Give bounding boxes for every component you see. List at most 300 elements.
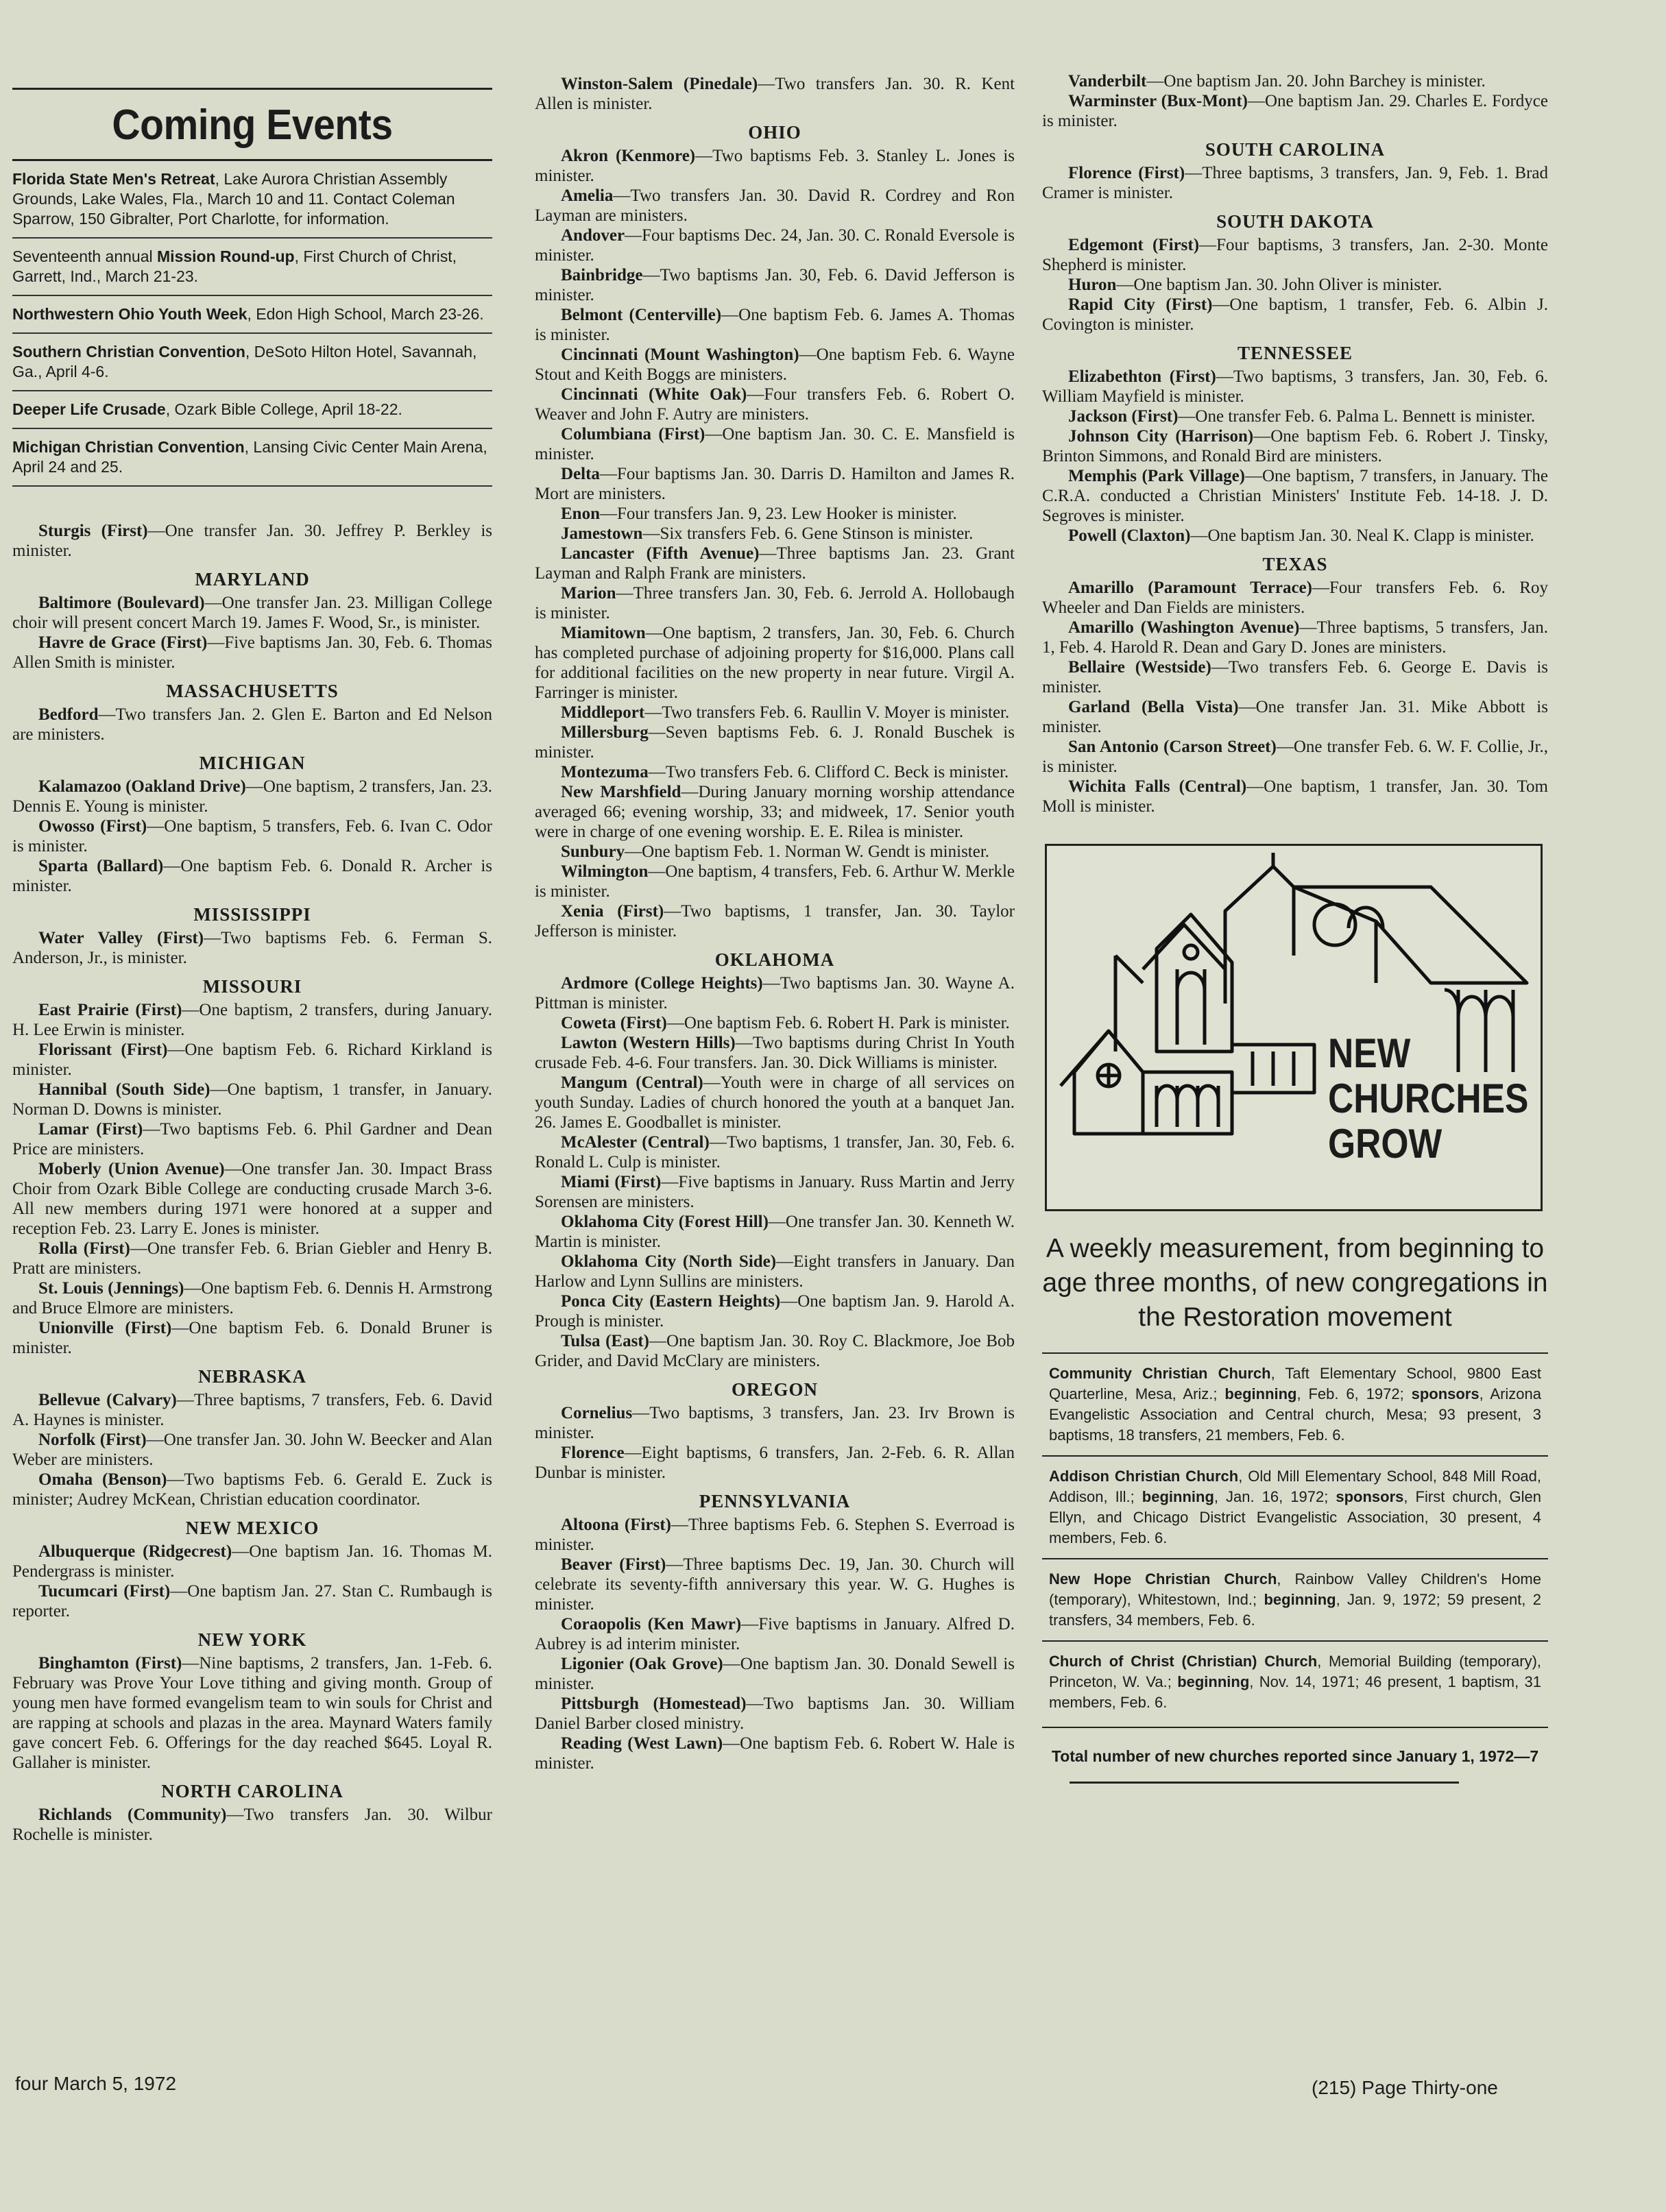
church-name: San Antonio (Carson Street) [1068, 738, 1277, 756]
event-details: , First Church of Christ, Garrett, Ind., March 21-23. [12, 247, 457, 285]
event-item [12, 239, 492, 296]
church-entry [535, 1073, 1015, 1132]
church-name: Sunbury [561, 842, 625, 861]
event-name: Florida State Men's Retreat [12, 170, 215, 188]
church-name: Huron [1068, 276, 1117, 294]
church-name: Unionville (First) [38, 1319, 172, 1337]
church-name: Binghamton (First) [38, 1654, 182, 1673]
event-item [12, 429, 492, 487]
church-name: Belmont (Centerville) [561, 306, 722, 324]
state-heading: SOUTH CAROLINA [1205, 139, 1386, 160]
new-church-label: Church of Christ (Christian) Church [1049, 1653, 1318, 1670]
church-name: Millersburg [561, 723, 649, 742]
state-heading: TEXAS [1262, 554, 1328, 574]
church-entry [12, 1390, 492, 1430]
church-name: Ligonier (Oak Grove) [561, 1655, 723, 1673]
church-report: —Five baptisms in January. Russ Martin and Jerry Sorensen are ministers. [535, 1173, 1015, 1211]
new-churches-grow-wordmark [1328, 1031, 1528, 1167]
church-name: Amarillo (Washington Avenue) [1068, 618, 1300, 637]
church-report: —Three baptisms Dec. 19, Jan. 30. Church will celebrate its seventy-fifth anniversary this year. W. G. Hughes is minister. [535, 1555, 1015, 1614]
church-report: —One baptism Feb. 6. Donald Bruner is minister. [12, 1319, 492, 1357]
church-report: —Two baptisms Feb. 6. Phil Gardner and Dean Price are ministers. [12, 1120, 492, 1158]
church-report: —One baptism Jan. 29. Charles E. Fordyce is minister. [1042, 92, 1548, 130]
church-entry [12, 705, 492, 744]
church-name: Marion [561, 584, 616, 603]
event-item [12, 161, 492, 239]
church-name: Lancaster (Fifth Avenue) [561, 544, 760, 563]
church-entry [12, 593, 492, 633]
column-left-entries [12, 521, 492, 1845]
church-entry [535, 1654, 1015, 1694]
church-entry [1042, 295, 1548, 335]
church-name: Altoona (First) [561, 1516, 671, 1534]
church-report: —One baptism, 4 transfers, Feb. 6. Arthur W. Merkle is minister. [535, 862, 1015, 901]
church-entry [535, 1132, 1015, 1172]
church-entry [12, 1278, 492, 1318]
event-item [12, 334, 492, 391]
footer-right: (215) Page Thirty-one [1312, 2077, 1498, 2098]
church-entry [12, 1318, 492, 1358]
column-middle-entries [535, 74, 1015, 1773]
logo-line-new: NEW [1328, 1030, 1411, 1076]
new-church-text: , Jan. 9, 1972; 59 present, 2 transfers, 34 members, Feb. 6. [1049, 1591, 1541, 1629]
coming-events-list [12, 161, 492, 487]
church-name: Bainbridge [561, 266, 643, 284]
church-report: —One transfer Jan. 30. John W. Beecker and Alan Weber are ministers. [12, 1431, 492, 1469]
church-entry [1042, 91, 1548, 131]
church-report: —Two baptisms, 3 transfers, Jan. 23. Irv Brown is minister. [535, 1404, 1015, 1442]
event-item [12, 391, 492, 429]
church-report: —Two baptisms during Christ In Youth crusade Feb. 4-6. Four transfers. Jan. 30. Dick Williams is minister. [535, 1034, 1015, 1072]
church-name: Bellevue (Calvary) [38, 1391, 177, 1409]
state-heading: OREGON [731, 1379, 818, 1400]
church-entry [12, 1159, 492, 1239]
church-entry [1042, 163, 1548, 203]
event-name: Northwestern Ohio Youth Week [12, 305, 248, 323]
new-church-label: beginning [1177, 1673, 1250, 1690]
church-name: Bedford [38, 705, 99, 724]
church-name: Cincinnati (Mount Washington) [561, 345, 799, 364]
new-church-item [1042, 1352, 1548, 1455]
church-name: Enon [561, 505, 600, 523]
church-entry [12, 856, 492, 896]
church-report: —One transfer Jan. 31. Mike Abbott is minister. [1042, 698, 1548, 736]
church-name: Havre de Grace (First) [38, 633, 208, 652]
church-entry [535, 901, 1015, 941]
church-name: Wichita Falls (Central) [1068, 777, 1247, 796]
church-report: —One baptism Jan. 27. Stan C. Rumbaugh is reporter. [12, 1582, 492, 1620]
church-name: Edgemont (First) [1068, 236, 1200, 254]
church-name: Delta [561, 465, 600, 483]
church-report: —One baptism Feb. 6. Robert J. Tinsky, Brinton Simmons, and Ronald Bird are ministers. [1042, 427, 1548, 465]
church-report: —One transfer Feb. 6. Palma L. Bennett is minister. [1178, 407, 1536, 426]
church-report: —One transfer Feb. 6. Brian Giebler and Henry B. Pratt are ministers. [12, 1239, 493, 1278]
church-report: —Eight baptisms, 6 transfers, Jan. 2-Feb. 6. R. Allan Dunbar is minister. [535, 1444, 1015, 1482]
church-entry [535, 762, 1015, 782]
church-report: —One baptism Jan. 30. Donald Sewell is minister. [535, 1655, 1015, 1693]
church-name: Montezuma [561, 763, 649, 781]
new-church-text: , Arizona Evangelistic Association and Central church, Mesa; 93 present, 3 baptisms, 18 transfers, 21 members, Feb. 6. [1049, 1385, 1541, 1444]
church-entry [535, 623, 1015, 703]
new-church-text: , Taft Elementary School, 9800 East Quarterline, Mesa, Ariz.; [1049, 1365, 1541, 1402]
church-entry [535, 345, 1015, 385]
column-right [1042, 0, 1548, 1784]
event-details: , Ozark Bible College, April 18-22. [165, 400, 402, 418]
new-church-text: , Old Mill Elementary School, 848 Mill Road, Addison, Ill.; [1049, 1468, 1542, 1505]
church-name: Oklahoma City (North Side) [561, 1252, 777, 1271]
church-name: Kalamazoo (Oakland Drive) [38, 777, 246, 796]
event-prefix: Seventeenth annual [12, 247, 158, 265]
church-entry [535, 862, 1015, 901]
church-entry [12, 816, 492, 856]
church-name: Cincinnati (White Oak) [561, 385, 747, 404]
church-report: —Two baptisms Feb. 6. Gerald E. Zuck is minister; Audrey McKean, Christian education coordinator. [12, 1470, 492, 1509]
church-entry [535, 1515, 1015, 1555]
church-name: Vanderbilt [1068, 72, 1147, 90]
church-entry [535, 146, 1015, 186]
church-name: Baltimore (Boulevard) [38, 594, 205, 612]
church-entry [535, 722, 1015, 762]
state-heading: OHIO [748, 122, 801, 143]
event-details: , Lake Aurora Christian Assembly Grounds, Lake Wales, Fla., March 10 and 11. Contact Coleman Sparrow, 150 Gibralter, Port Charlotte, for information. [12, 170, 455, 228]
church-entry [535, 1033, 1015, 1073]
church-name: Florence [561, 1444, 625, 1462]
church-entry [1042, 697, 1548, 737]
state-heading: MARYLAND [195, 569, 310, 590]
church-report: —Two transfers Jan. 30. David R. Cordrey and Ron Layman are ministers. [535, 186, 1015, 225]
church-entry [535, 1331, 1015, 1371]
church-report: —Three transfers Jan. 30, Feb. 6. Jerrold A. Hollobaugh is minister. [535, 584, 1015, 622]
church-report: —One baptism Jan. 9. Harold A. Prough is minister. [535, 1292, 1015, 1330]
state-heading: OKLAHOMA [714, 949, 835, 970]
new-churches-list [1042, 1352, 1548, 1723]
church-entry [535, 782, 1015, 842]
church-entry [12, 1239, 492, 1278]
church-report: —Four baptisms, 3 transfers, Jan. 2-30. Monte Shepherd is minister. [1042, 236, 1548, 274]
church-report: —Two baptisms Jan. 30. William Daniel Barber closed ministry. [535, 1694, 1015, 1733]
church-report: —One baptism, 2 transfers, Jan. 30, Feb. 6. Church has completed purchase of adjoining property for $16,000. Plans call for additional facilities on the new property in near future. Virgil A. Farringer is minister. [535, 624, 1015, 702]
church-name: Owosso (First) [38, 817, 147, 836]
church-report: —Two transfers Jan. 30. Wilbur Rochelle is minister. [12, 1806, 492, 1844]
new-church-item [1042, 1558, 1548, 1640]
state-heading: MICHIGAN [199, 753, 306, 773]
state-heading: PENNSYLVANIA [699, 1491, 851, 1511]
church-name: Akron (Kenmore) [561, 147, 696, 165]
church-report: —Five baptisms in January. Alfred D. Aubrey is ad interim minister. [535, 1615, 1015, 1653]
church-report: —Eight transfers in January. Dan Harlow and Lynn Sullins are ministers. [535, 1252, 1015, 1291]
church-report: —Two transfers Jan. 2. Glen E. Barton and Ed Nelson are ministers. [12, 705, 492, 744]
church-name: Moberly (Union Avenue) [38, 1160, 225, 1178]
church-name: Rapid City (First) [1068, 295, 1213, 314]
church-entry [535, 1252, 1015, 1291]
church-name: Beaver (First) [561, 1555, 666, 1574]
church-entry [12, 1000, 492, 1040]
church-report: —One baptism, 1 transfer, Jan. 30. Tom Moll is minister. [1042, 777, 1548, 816]
church-name: Amelia [561, 186, 614, 205]
church-entry [535, 1291, 1015, 1331]
church-report: —Two transfers Jan. 30. R. Kent Allen is minister. [535, 75, 1015, 113]
church-report: —One baptism Jan. 30. Roy C. Blackmore, Joe Bob Grider, and David McClary are ministers. [535, 1332, 1015, 1370]
church-name: Norfolk (First) [38, 1431, 147, 1449]
church-report: —Five baptisms Jan. 30, Feb. 6. Thomas Allen Smith is minister. [12, 633, 492, 672]
church-name: Wilmington [561, 862, 649, 881]
church-name: Johnson City (Harrison) [1068, 427, 1254, 446]
event-name: Southern Christian Convention [12, 343, 245, 361]
church-entry [1042, 737, 1548, 777]
top-rule [12, 88, 492, 90]
church-name: Rolla (First) [38, 1239, 130, 1258]
church-name: Miamitown [561, 624, 646, 642]
church-name: Winston-Salem (Pinedale) [561, 75, 758, 93]
church-report: —Two baptisms, 1 transfer, Jan. 30, Feb. 6. Ronald L. Culp is minister. [535, 1133, 1015, 1171]
church-entry [535, 1443, 1015, 1483]
church-report: —Two baptisms Feb. 6. Ferman S. Anderson, Jr., is minister. [12, 929, 492, 967]
church-name: Warminster (Bux-Mont) [1068, 92, 1248, 110]
event-details: , Lansing Civic Center Main Arena, April 24 and 25. [12, 438, 487, 476]
church-report: —One baptism Jan. 30. John Oliver is minister. [1116, 276, 1442, 294]
church-name: East Prairie (First) [38, 1001, 182, 1019]
church-report: —One transfer Feb. 6. W. F. Collie, Jr., is minister. [1042, 738, 1549, 776]
state-heading: NEBRASKA [197, 1366, 307, 1387]
church-entry [535, 74, 1015, 114]
footer-left: four March 5, 1972 [15, 2073, 177, 2094]
church-name: Oklahoma City (Forest Hill) [561, 1213, 769, 1231]
church-name: Tulsa (East) [561, 1332, 649, 1350]
new-church-text: , Feb. 6, 1972; [1296, 1385, 1412, 1402]
church-entry [1042, 777, 1548, 816]
church-name: New Marshfield [561, 783, 681, 801]
church-entry [1042, 578, 1548, 618]
church-report: —One baptism Jan. 20. John Barchey is minister. [1146, 72, 1486, 90]
church-report: —One baptism, 1 transfer, Feb. 6. Albin J. Covington is minister. [1042, 295, 1548, 334]
church-name: Garland (Bella Vista) [1068, 698, 1239, 716]
church-entry [535, 583, 1015, 623]
church-report: —During January morning worship attendance averaged 66; evening worship, 33; and midweek, 17. Senior youth were in charge of one evening worship. E. E. Rilea is minister. [535, 783, 1015, 841]
church-name: Tucumcari (First) [38, 1582, 171, 1601]
church-report: —One baptism Jan. 30. C. E. Mansfield is minister. [535, 425, 1015, 463]
church-report: —One baptism, 2 transfers, during January. H. Lee Erwin is minister. [12, 1001, 492, 1039]
state-heading: NORTH CAROLINA [161, 1781, 343, 1801]
church-report: —Youth were in charge of all services on youth Sunday. Ladies of church honored the youth at a banquet Jan. 26. James E. Goodballet is minister. [535, 1073, 1015, 1132]
church-entry [12, 1080, 492, 1119]
new-church-label: Addison Christian Church [1049, 1468, 1239, 1485]
church-report: —Three baptisms Feb. 6. Stephen S. Everroad is minister. [535, 1516, 1015, 1554]
church-entry [1042, 275, 1548, 295]
church-entry [1042, 426, 1548, 466]
church-name: Richlands (Community) [38, 1806, 227, 1824]
church-name: Pittsburgh (Homestead) [561, 1694, 747, 1713]
church-entry [535, 464, 1015, 504]
church-entry [12, 1805, 492, 1845]
church-name: Ponca City (Eastern Heights) [561, 1292, 781, 1311]
church-entry [12, 1470, 492, 1509]
church-entry [12, 1653, 492, 1773]
church-entry [535, 265, 1015, 305]
new-churches-caption: A weekly measurement, from beginning to age three months, of new congregations in the Restoration movement [1042, 1234, 1548, 1332]
church-report: —Three baptisms, 7 transfers, Feb. 6. David A. Haynes is minister. [12, 1391, 492, 1429]
church-name: Water Valley (First) [38, 929, 204, 947]
church-name: Coraopolis (Ken Mawr) [561, 1615, 742, 1633]
church-report: —One baptism Feb. 1. Norman W. Gendt is minister. [625, 842, 990, 861]
church-entry [535, 703, 1015, 722]
church-name: Andover [561, 226, 625, 245]
church-report: —One baptism, 5 transfers, Feb. 6. Ivan C. Odor is minister. [12, 817, 492, 855]
new-church-text: , Rainbow Valley Children's Home (temporary), Whitestown, Ind.; [1049, 1570, 1541, 1608]
church-report: —Three baptisms, 5 transfers, Jan. 1, Feb. 4. Harold R. Dean and Gary D. Jones are ministers. [1042, 618, 1548, 657]
church-report: —One baptism, 7 transfers, in January. The C.R.A. conducted a Christian Ministers' Institute Feb. 14-18. J. D. Segroves is minister. [1042, 467, 1549, 525]
new-church-label: sponsors [1411, 1385, 1480, 1402]
church-name: Omaha (Benson) [38, 1470, 167, 1489]
new-church-label: sponsors [1336, 1488, 1404, 1505]
church-entry [535, 1555, 1015, 1614]
church-entry [12, 633, 492, 672]
church-entry [1042, 71, 1548, 91]
church-entry [535, 1614, 1015, 1654]
logo-line-grow: GROW [1328, 1121, 1442, 1167]
church-entry [535, 1212, 1015, 1252]
new-church-item [1042, 1455, 1548, 1558]
church-entry [1042, 466, 1548, 526]
state-heading: MASSACHUSETTS [166, 681, 339, 701]
column-right-entries [1042, 71, 1548, 816]
church-report: —One transfer Jan. 23. Milligan College choir will present concert March 19. James F. Wood, Sr., is minister. [12, 594, 492, 632]
church-entry [12, 777, 492, 816]
church-entry [535, 385, 1015, 424]
church-entry [12, 1430, 492, 1470]
coming-events-title: Coming Events [112, 101, 393, 149]
event-name: Michigan Christian Convention [12, 438, 245, 456]
church-entry [12, 1119, 492, 1159]
church-name: Bellaire (Westside) [1068, 658, 1211, 677]
church-report: —One transfer Jan. 30. Jeffrey P. Berkley is minister. [12, 522, 492, 560]
church-entry [1042, 367, 1548, 406]
new-churches-total: Total number of new churches reported since January 1, 1972—7 [1042, 1727, 1548, 1766]
church-report: —One baptism Feb. 6. James A. Thomas is minister. [535, 306, 1015, 344]
new-church-label: beginning [1142, 1488, 1214, 1505]
church-report: —Two transfers Feb. 6. Clifford C. Beck is minister. [648, 763, 1009, 781]
church-entry [535, 226, 1015, 265]
church-name: Jackson (First) [1068, 407, 1179, 426]
church-entry [535, 544, 1015, 583]
church-name: Hannibal (South Side) [38, 1080, 210, 1099]
church-name: St. Louis (Jennings) [38, 1279, 184, 1298]
church-report: —Four baptisms Dec. 24, Jan. 30. C. Ronald Eversole is minister. [535, 226, 1015, 265]
church-entry [1042, 657, 1548, 697]
church-entry [1042, 235, 1548, 275]
church-entry [1042, 618, 1548, 657]
new-church-label: New Hope Christian Church [1049, 1570, 1277, 1588]
logo-line-churches: CHURCHES [1328, 1075, 1529, 1121]
church-entry [12, 521, 492, 561]
church-report: —One baptism Jan. 16. Thomas M. Pendergrass is minister. [12, 1542, 492, 1581]
state-heading: NEW YORK [197, 1629, 307, 1650]
new-church-text: , Memorial Building (temporary), Princeton, W. Va.; [1049, 1653, 1542, 1690]
church-name: Florence (First) [1068, 164, 1185, 182]
church-entry [535, 1734, 1015, 1773]
church-name: Lawton (Western Hills) [561, 1034, 736, 1052]
church-entry [12, 928, 492, 968]
church-report: —One baptism Feb. 6. Richard Kirkland is minister. [12, 1041, 492, 1079]
church-report: —One baptism Feb. 6. Robert H. Park is minister. [666, 1014, 1010, 1032]
church-name: Mangum (Central) [561, 1073, 703, 1092]
church-entry [535, 1172, 1015, 1212]
new-church-text: , First church, Glen Ellyn, and Chicago District Evangelistic Association, 30 present, 4 members, Feb. 6. [1049, 1488, 1541, 1546]
church-entry [535, 305, 1015, 345]
church-entry [1042, 406, 1548, 426]
church-report: —One transfer Jan. 30. Kenneth W. Martin is minister. [535, 1213, 1015, 1251]
church-entry [1042, 526, 1548, 546]
church-report: —Four transfers Feb. 6. Robert O. Weaver and John F. Autry are ministers. [535, 385, 1015, 424]
church-report: —One baptism Jan. 30. Neal K. Clapp is minister. [1190, 526, 1534, 545]
church-report: —One baptism Feb. 6. Donald R. Archer is minister. [12, 857, 492, 895]
church-name: Florissant (First) [38, 1041, 168, 1059]
church-entry [535, 524, 1015, 544]
church-report: —Four transfers Feb. 6. Roy Wheeler and Dan Fields are ministers. [1042, 579, 1548, 617]
church-report: —One baptism Feb. 6. Wayne Stout and Keith Boggs are ministers. [535, 345, 1015, 384]
church-name: Sparta (Ballard) [38, 857, 164, 875]
state-heading: SOUTH DAKOTA [1216, 211, 1374, 232]
church-entry [535, 973, 1015, 1013]
church-report: —Two baptisms Jan. 30, Feb. 6. David Jefferson is minister. [535, 266, 1015, 304]
church-entry [535, 186, 1015, 226]
church-entry [535, 504, 1015, 524]
church-report: —Three baptisms Jan. 23. Grant Layman and Ralph Frank are ministers. [535, 544, 1015, 583]
church-name: Xenia (First) [561, 902, 664, 921]
state-heading: TENNESSEE [1237, 343, 1353, 363]
church-name: Reading (West Lawn) [561, 1734, 723, 1753]
church-entry [12, 1581, 492, 1621]
church-name: Albuquerque (Ridgecrest) [38, 1542, 232, 1561]
church-report: —Nine baptisms, 2 transfers, Jan. 1-Feb. 6. February was Prove Your Love tithing and giving month. Group of young men have formed evangelism team to win souls for Christ and are rapping at schools and plazas in the area. Maynard Waters family gave concert Feb. 6. Offerings for the day reached $645. Loyal R. Gallaher is minister. [12, 1654, 493, 1772]
church-report: —One baptism, 1 transfer, in January. Norman D. Downs is minister. [12, 1080, 492, 1119]
church-name: Coweta (First) [561, 1014, 667, 1032]
church-name: Memphis (Park Village) [1068, 467, 1245, 485]
new-church-text: , Nov. 14, 1971; 46 present, 1 baptism, 31 members, Feb. 6. [1049, 1673, 1541, 1711]
event-name: Mission Round-up [157, 247, 295, 265]
event-details: , DeSoto Hilton Hotel, Savannah, Ga., April 4-6. [12, 343, 477, 380]
church-name: Ardmore (College Heights) [561, 974, 763, 993]
church-entry [12, 1040, 492, 1080]
church-name: Middleport [561, 703, 645, 722]
event-item [12, 296, 492, 334]
church-report: —One transfer Jan. 30. Impact Brass Choir from Ozark Bible College are conducting crusade March 3-6. All new members during 1971 were honored at a supper and reception Feb. 23. Larry E. Jones is minister. [12, 1160, 492, 1238]
church-name: Elizabethton (First) [1068, 367, 1216, 386]
new-church-item [1042, 1640, 1548, 1723]
church-entry [535, 1013, 1015, 1033]
church-name: Cornelius [561, 1404, 633, 1422]
church-entry [535, 842, 1015, 862]
state-heading: MISSISSIPPI [193, 904, 311, 925]
church-entry [535, 1694, 1015, 1734]
bottom-rule [1070, 1782, 1459, 1784]
church-entry [535, 424, 1015, 464]
church-name: Sturgis (First) [38, 522, 148, 540]
church-report: —Two transfers Feb. 6. George E. Davis is minister. [1042, 658, 1548, 696]
church-name: Miami (First) [561, 1173, 662, 1191]
state-heading: MISSOURI [202, 976, 302, 997]
church-entry [12, 1542, 492, 1581]
church-name: McAlester (Central) [561, 1133, 710, 1152]
event-name: Deeper Life Crusade [12, 400, 166, 418]
church-report: —Two baptisms Feb. 3. Stanley L. Jones is minister. [535, 147, 1015, 185]
church-report: —Two transfers Feb. 6. Raullin V. Moyer is minister. [644, 703, 1010, 722]
church-report: —Four transfers Jan. 9, 23. Lew Hooker is minister. [599, 505, 957, 523]
event-details: , Edon High School, March 23-26. [247, 305, 484, 323]
church-name: Powell (Claxton) [1068, 526, 1191, 545]
church-name: Columbiana (First) [561, 425, 705, 443]
church-report: —Six transfers Feb. 6. Gene Stinson is minister. [642, 524, 974, 543]
column-middle [535, 0, 1015, 1773]
